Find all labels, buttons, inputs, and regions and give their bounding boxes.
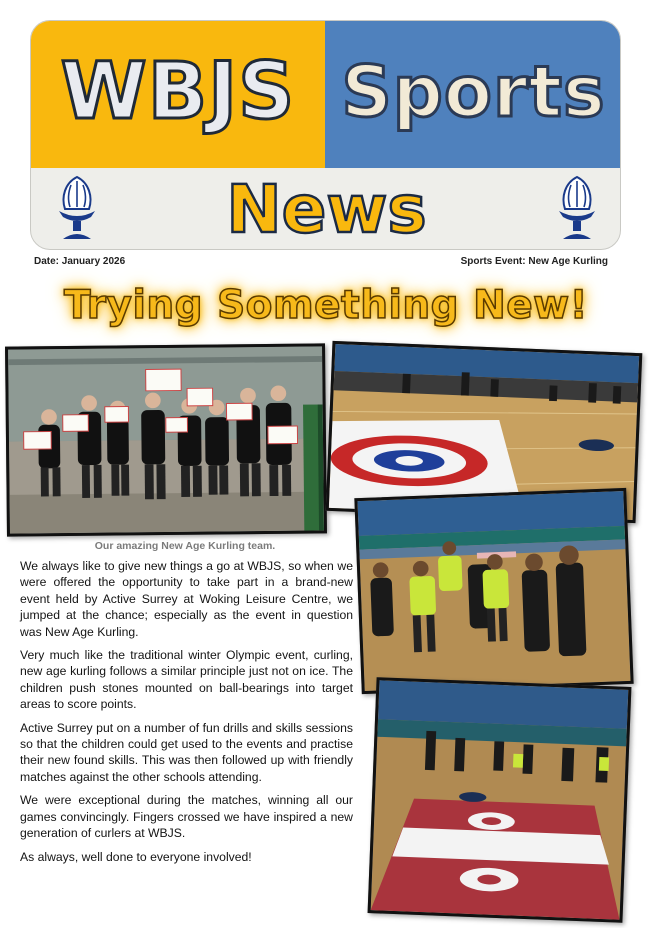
article-body — [20, 558, 353, 872]
article-paragraph: Active Surrey put on a number of fun drills and skills sessions so that the children could get used to the events and practise their new found skills. This was then followed up with friendly matches against the other schools attending. — [20, 720, 353, 784]
children-kurling-photo — [354, 488, 633, 694]
headline: Trying Something New! — [63, 283, 588, 328]
article-paragraph: We were exceptional during the matches, winning all our games convincingly. Fingers crossed we have inspired a new generation of curlers at WBJS. — [20, 793, 353, 841]
team-photo — [5, 343, 327, 536]
masthead-title-wbjs: WBJS — [60, 47, 296, 137]
article-paragraph: We always like to give new things a go at WBJS, so when we were offered the opportunity to take part in a brand-new event held by Active Surrey at Woking Leisure Centre, we jumped at the chance; especially as the event in question was New Age Kurling. — [20, 559, 353, 639]
fountain-crest-icon — [551, 173, 603, 243]
fountain-crest-icon — [51, 173, 103, 243]
sports-event-label: Sports Event: New Age Kurling — [460, 256, 608, 267]
article-paragraph: As always, well done to everyone involved! — [20, 849, 252, 864]
meta-row — [34, 256, 608, 270]
team-photo-caption: Our amazing New Age Kurling team. — [94, 540, 276, 552]
article-paragraph: Very much like the traditional winter Olympic event, curling, new age kurling follows a similar principle just not on ice. The children push stones mounted on ball-bearings into target areas to score points. — [20, 648, 353, 712]
masthead-title-news: News — [226, 171, 427, 248]
issue-date: Date: January 2026 — [34, 256, 126, 267]
scoring-mat-photo — [368, 677, 632, 923]
masthead — [30, 20, 621, 250]
masthead-title-sports: Sports — [341, 51, 606, 133]
